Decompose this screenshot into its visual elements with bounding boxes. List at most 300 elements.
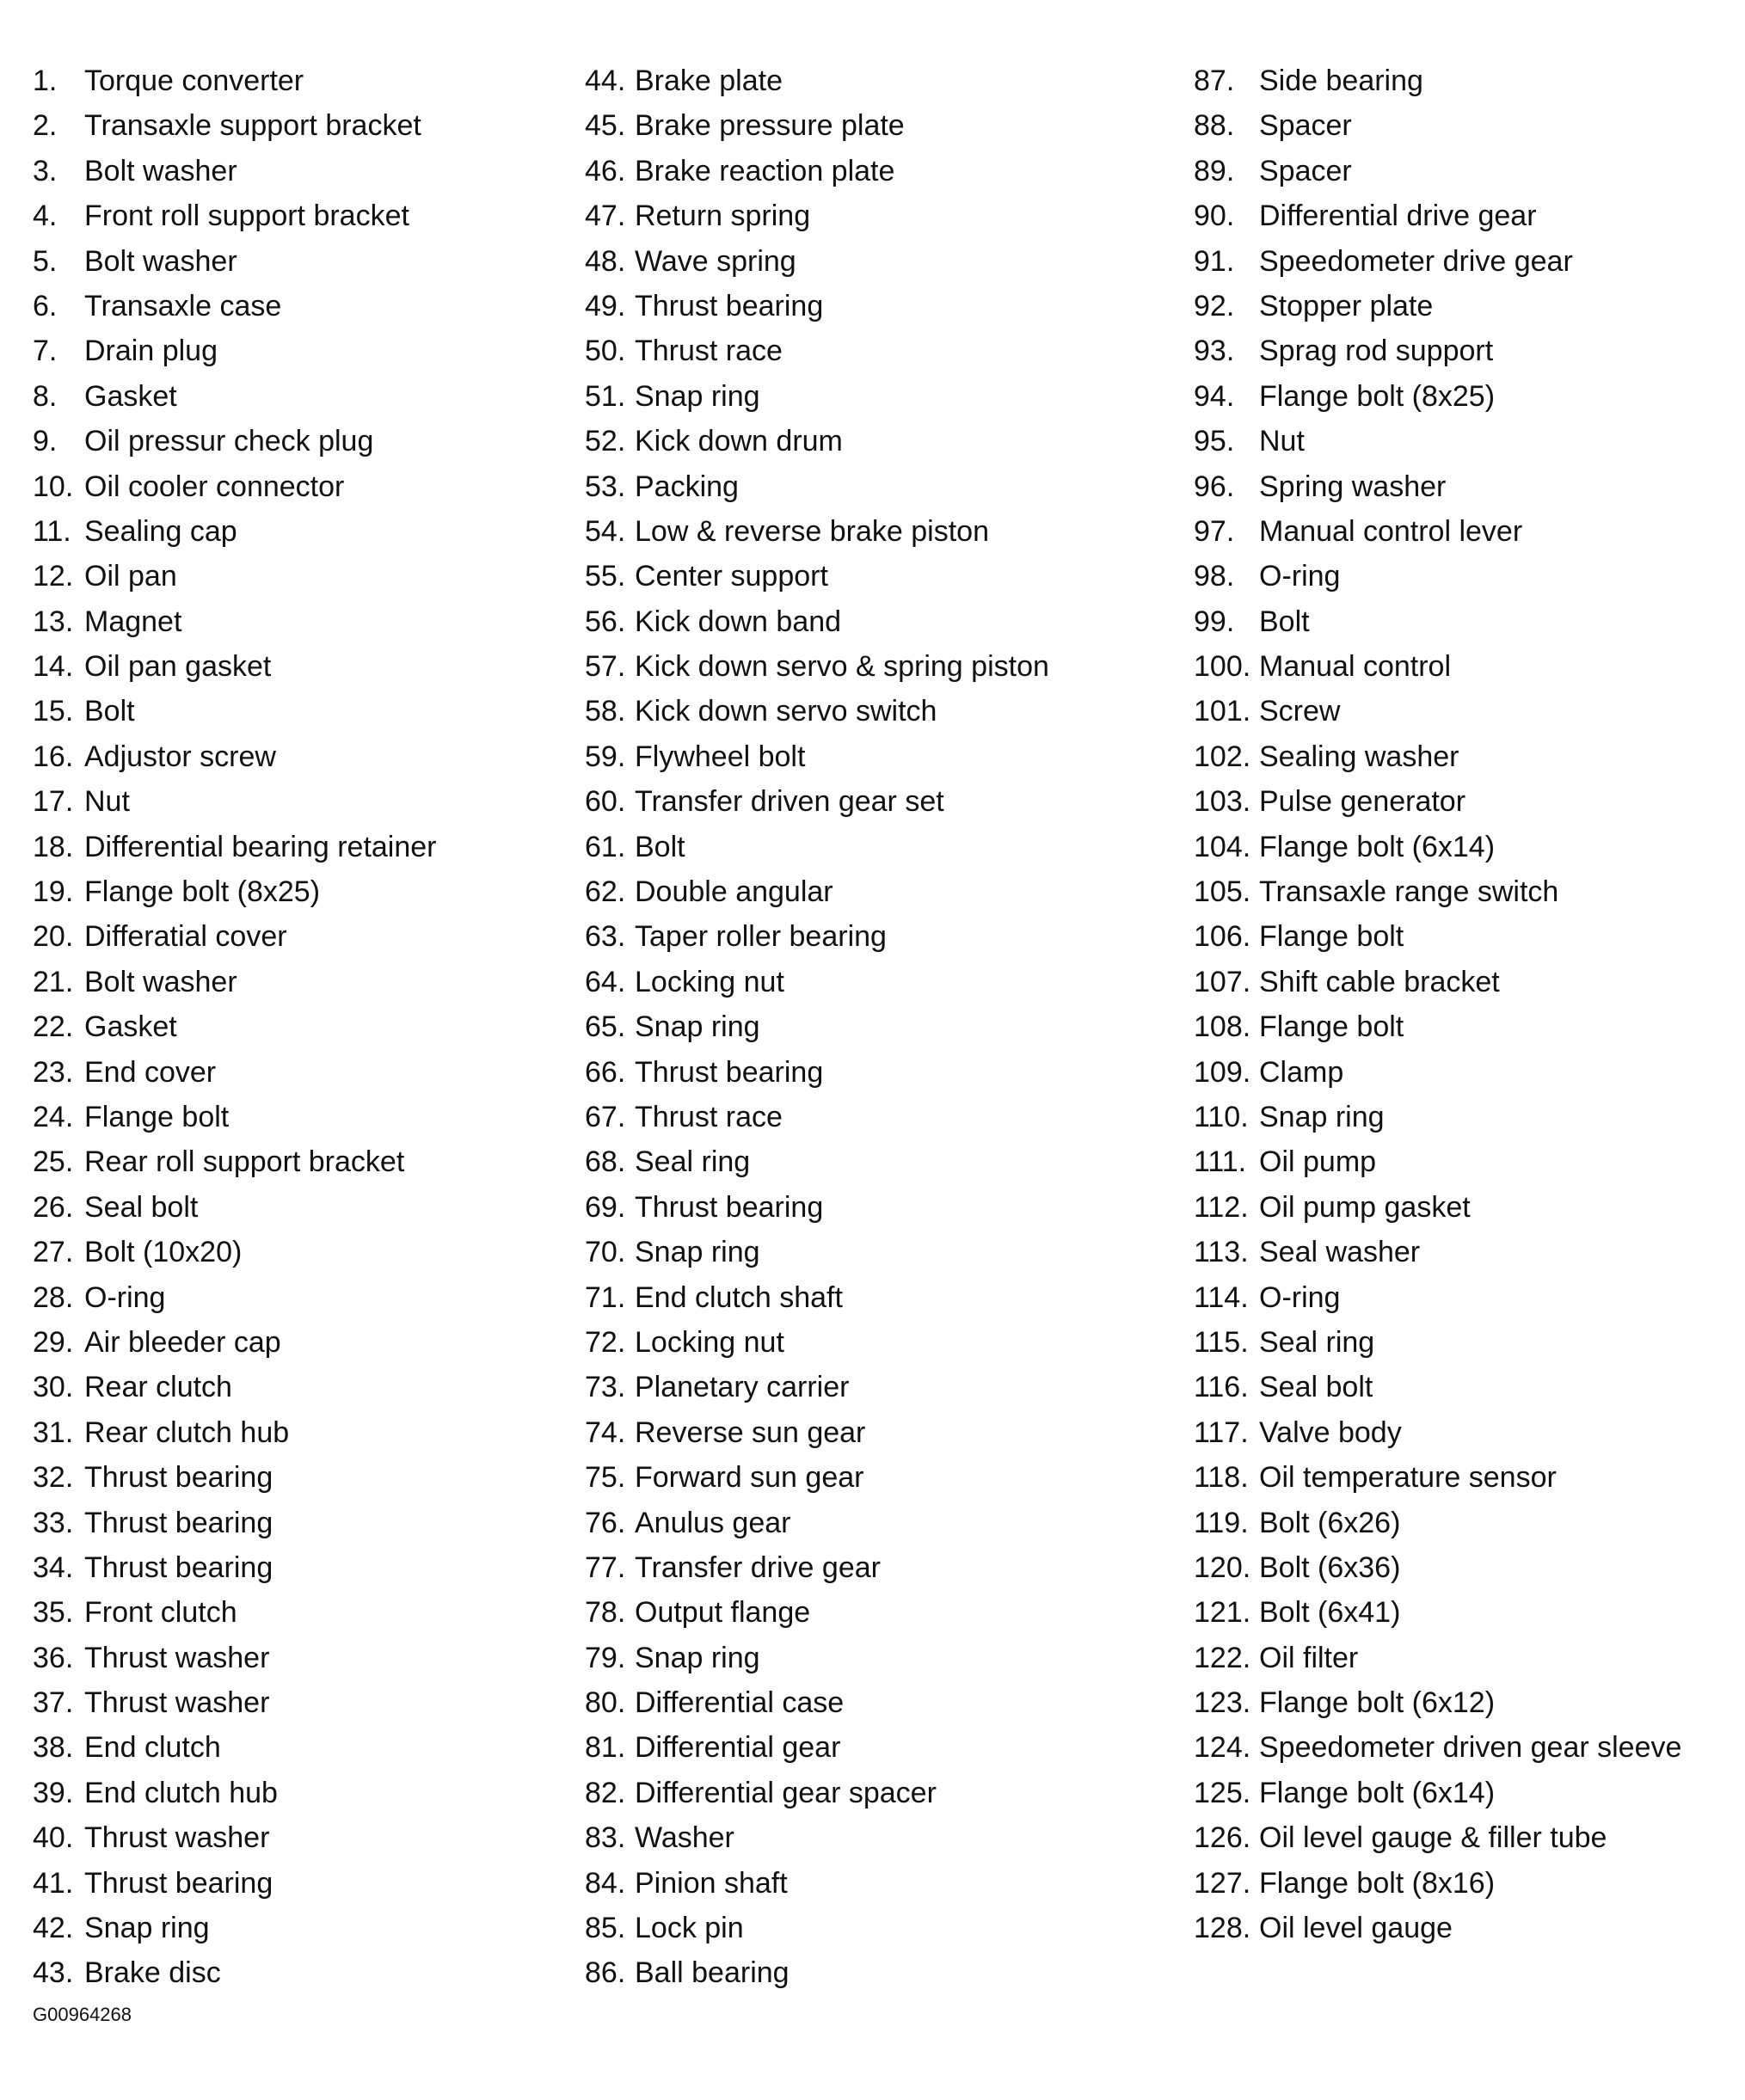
item-number: 74. [585,1415,626,1449]
item-name: Seal ring [1259,1325,1375,1359]
list-item [33,1725,583,1770]
list-item [585,1139,1187,1184]
item-name: Brake pressure plate [635,109,905,143]
list-item [33,1950,583,1995]
list-item [585,1906,1187,1950]
list-item [585,374,1187,419]
item-name: Front clutch [84,1596,237,1630]
list-item [33,599,583,644]
list-item [1194,1185,1744,1230]
item-number: 24. [33,1100,74,1133]
item-name: Bolt [84,695,135,728]
list-item [585,1410,1187,1455]
item-name: Transaxle range switch [1259,875,1559,909]
item-name: Spacer [1259,109,1352,143]
item-number: 34. [33,1550,74,1584]
item-number: 65. [585,1010,626,1044]
list-item [585,284,1187,329]
item-name: Output flange [635,1596,811,1630]
item-number: 5. [33,244,58,278]
list-item [33,554,583,599]
item-number: 88. [1194,109,1235,143]
list-item [1194,103,1744,148]
item-number: 71. [585,1280,626,1314]
item-number: 95. [1194,425,1235,458]
list-item [33,1545,583,1590]
item-name: End clutch shaft [635,1280,843,1314]
list-item [1194,1501,1744,1545]
item-number: 26. [33,1190,74,1224]
list-item [33,193,583,238]
item-name: Brake disc [84,1956,221,1990]
item-name: Seal bolt [1259,1371,1373,1404]
item-number: 105. [1194,875,1251,909]
list-item [1194,960,1744,1004]
item-number: 125. [1194,1776,1251,1809]
list-item [1194,284,1744,329]
item-number: 32. [33,1461,74,1495]
list-item [33,1815,583,1860]
item-name: Thrust washer [84,1821,270,1855]
item-name: Oil pan [84,560,177,593]
item-name: Thrust washer [84,1641,270,1674]
item-name: Adjustor screw [84,740,276,773]
item-number: 64. [585,965,626,998]
list-item [585,239,1187,284]
item-name: Bolt washer [84,965,237,998]
item-name: Differatial cover [84,920,287,954]
list-item [1194,825,1744,869]
item-name: Spring washer [1259,470,1447,503]
item-name: Bolt washer [84,244,237,278]
parts-column-1 [33,58,583,1996]
list-item [33,464,583,509]
list-item [33,239,583,284]
item-number: 15. [33,695,74,728]
item-number: 128. [1194,1912,1251,1945]
list-item [585,599,1187,644]
item-name: Flange bolt [1259,1010,1404,1044]
item-name: Thrust bearing [84,1461,273,1495]
list-item [1194,1050,1744,1095]
list-item [1194,869,1744,914]
item-name: Flange bolt (8x25) [84,875,321,909]
list-item [1194,1680,1744,1725]
item-number: 28. [33,1280,74,1314]
item-number: 36. [33,1641,74,1674]
list-item [33,1095,583,1139]
item-number: 16. [33,740,74,773]
list-item [1194,1230,1744,1274]
item-number: 94. [1194,379,1235,413]
item-number: 67. [585,1100,626,1133]
item-number: 52. [585,425,626,458]
list-item [1194,914,1744,959]
item-number: 116. [1194,1371,1249,1404]
item-number: 38. [33,1731,74,1765]
item-number: 99. [1194,605,1235,638]
item-number: 126. [1194,1821,1251,1855]
item-name: Thrust bearing [635,1055,824,1089]
list-item [33,1590,583,1635]
list-item [33,1004,583,1049]
list-item [585,1455,1187,1500]
item-number: 119. [1194,1506,1249,1539]
list-item [33,644,583,689]
list-item [1194,1636,1744,1680]
item-name: Front roll support bracket [84,200,409,233]
list-item [33,960,583,1004]
item-name: Thrust race [635,335,783,368]
item-number: 114. [1194,1280,1249,1314]
item-name: Transaxle support bracket [84,109,421,143]
item-name: Low & reverse brake piston [635,514,989,548]
item-name: Pulse generator [1259,785,1466,819]
item-number: 10. [33,470,74,503]
item-number: 110. [1194,1100,1249,1133]
item-name: Screw [1259,695,1341,728]
item-name: Thrust race [635,1100,783,1133]
list-item [1194,1725,1744,1770]
item-name: Washer [635,1821,734,1855]
item-name: Manual control lever [1259,514,1523,548]
list-item [585,464,1187,509]
item-number: 54. [585,514,626,548]
list-item [1194,1139,1744,1184]
list-item [1194,329,1744,373]
item-name: Pinion shaft [635,1866,788,1900]
item-name: Oil level gauge & filler tube [1259,1821,1607,1855]
list-item [1194,1365,1744,1409]
item-name: Oil filter [1259,1641,1359,1674]
item-name: Reverse sun gear [635,1415,866,1449]
item-name: Snap ring [635,1236,760,1269]
item-number: 115. [1194,1325,1249,1359]
item-number: 17. [33,785,74,819]
item-name: Center support [635,560,828,593]
list-item [585,825,1187,869]
list-item [1194,1771,1744,1815]
list-item [33,1771,583,1815]
item-number: 33. [33,1506,74,1539]
item-name: Transfer driven gear set [635,785,944,819]
item-name: Locking nut [635,965,784,998]
item-name: Ball bearing [635,1956,790,1990]
item-name: Shift cable bracket [1259,965,1500,998]
item-name: Flange bolt (8x16) [1259,1866,1496,1900]
item-number: 85. [585,1912,626,1945]
item-name: Flange bolt (6x12) [1259,1686,1496,1720]
list-item [1194,1410,1744,1455]
list-item [585,960,1187,1004]
item-number: 37. [33,1686,74,1720]
item-name: Seal ring [635,1145,751,1179]
item-number: 25. [33,1145,74,1179]
item-number: 45. [585,109,626,143]
list-item [1194,193,1744,238]
item-name: O-ring [1259,560,1341,593]
parts-column-3 [1194,58,1744,1950]
parts-column-2 [585,58,1187,1996]
item-name: Transaxle case [84,289,282,322]
item-number: 117. [1194,1415,1249,1449]
list-item [33,1636,583,1680]
item-number: 87. [1194,64,1235,97]
item-number: 90. [1194,200,1235,233]
item-number: 27. [33,1236,74,1269]
item-number: 60. [585,785,626,819]
item-name: Oil pump [1259,1145,1377,1179]
item-name: Rear roll support bracket [84,1145,405,1179]
item-name: Brake plate [635,64,783,97]
list-item [585,103,1187,148]
list-item [33,825,583,869]
item-name: Nut [84,785,130,819]
item-name: Magnet [84,605,182,638]
list-item [1194,1455,1744,1500]
list-item [33,284,583,329]
item-number: 23. [33,1055,74,1089]
list-item [1194,464,1744,509]
list-item [585,329,1187,373]
item-name: End clutch hub [84,1776,278,1809]
item-number: 81. [585,1731,626,1765]
item-number: 118. [1194,1461,1249,1495]
list-item [33,734,583,779]
item-number: 56. [585,605,626,638]
item-name: Gasket [84,379,177,413]
list-item [33,1365,583,1409]
item-number: 97. [1194,514,1235,548]
item-number: 22. [33,1010,74,1044]
item-name: Sealing washer [1259,740,1459,773]
list-item [1194,1095,1744,1139]
item-number: 19. [33,875,74,909]
item-name: Bolt (6x26) [1259,1506,1401,1539]
item-name: Seal bolt [84,1190,199,1224]
item-number: 11. [33,514,71,548]
list-item [585,1725,1187,1770]
item-name: Snap ring [635,1641,760,1674]
item-number: 100. [1194,650,1251,684]
item-number: 40. [33,1821,74,1855]
item-number: 123. [1194,1686,1251,1720]
item-name: Kick down servo switch [635,695,937,728]
item-number: 75. [585,1461,626,1495]
list-item [1194,149,1744,193]
list-item [585,1275,1187,1320]
item-name: End cover [84,1055,217,1089]
item-name: Oil cooler connector [84,470,345,503]
item-name: Oil pressur check plug [84,425,374,458]
list-item [1194,1275,1744,1320]
item-name: Gasket [84,1010,177,1044]
list-item [1194,689,1744,734]
item-name: Clamp [1259,1055,1344,1089]
item-number: 62. [585,875,626,909]
item-number: 2. [33,109,58,143]
item-name: Thrust bearing [84,1550,273,1584]
list-item [585,1950,1187,1995]
item-name: Snap ring [635,1010,760,1044]
list-item [1194,1861,1744,1906]
list-item [33,329,583,373]
list-item [33,58,583,103]
item-name: Thrust bearing [635,1190,824,1224]
list-item [585,869,1187,914]
list-item [1194,1906,1744,1950]
list-item [585,1095,1187,1139]
list-item [585,1185,1187,1230]
item-name: Bolt washer [84,154,237,187]
list-item [1194,374,1744,419]
item-name: Flange bolt [84,1100,230,1133]
item-name: Flange bolt [1259,920,1404,954]
list-item [33,419,583,464]
item-name: Nut [1259,425,1305,458]
item-name: O-ring [1259,1280,1341,1314]
item-number: 3. [33,154,58,187]
list-item [33,1320,583,1365]
item-number: 86. [585,1956,626,1990]
item-name: Kick down servo & spring piston [635,650,1049,684]
item-number: 61. [585,830,626,863]
item-number: 122. [1194,1641,1251,1674]
list-item [1194,1545,1744,1590]
list-item [1194,779,1744,824]
list-item [33,1139,583,1184]
item-name: Manual control [1259,650,1452,684]
list-item [585,419,1187,464]
item-name: Taper roller bearing [635,920,887,954]
item-name: Flange bolt (8x25) [1259,379,1496,413]
item-name: Thrust bearing [635,289,824,322]
item-number: 21. [33,965,74,998]
item-name: End clutch [84,1731,221,1765]
item-name: Differential drive gear [1259,200,1537,233]
item-name: Stopper plate [1259,289,1434,322]
list-item [1194,58,1744,103]
list-item [585,1230,1187,1274]
list-item [33,1050,583,1095]
item-name: Differential gear spacer [635,1776,937,1809]
item-number: 66. [585,1055,626,1089]
item-number: 44. [585,64,626,97]
item-number: 113. [1194,1236,1249,1269]
figure-code: G00964268 [33,2004,132,2025]
item-name: Side bearing [1259,64,1423,97]
item-number: 35. [33,1596,74,1630]
item-number: 92. [1194,289,1235,322]
list-item [33,1680,583,1725]
item-number: 53. [585,470,626,503]
item-number: 77. [585,1550,626,1584]
item-number: 103. [1194,785,1251,819]
list-item [585,193,1187,238]
item-number: 59. [585,740,626,773]
item-number: 14. [33,650,74,684]
list-item [585,1320,1187,1365]
item-name: Thrust washer [84,1686,270,1720]
item-name: Oil temperature sensor [1259,1461,1557,1495]
list-item [1194,644,1744,689]
item-number: 51. [585,379,626,413]
item-name: Forward sun gear [635,1461,864,1495]
item-number: 57. [585,650,626,684]
item-name: Double angular [635,875,833,909]
item-number: 55. [585,560,626,593]
list-item [585,554,1187,599]
item-number: 121. [1194,1596,1251,1630]
list-item [1194,599,1744,644]
item-name: Seal washer [1259,1236,1421,1269]
item-name: Packing [635,470,739,503]
list-item [33,1501,583,1545]
item-number: 31. [33,1415,74,1449]
list-item [585,1815,1187,1860]
list-item [1194,419,1744,464]
item-number: 84. [585,1866,626,1900]
list-item [585,1861,1187,1906]
item-number: 20. [33,920,74,954]
item-name: Spacer [1259,154,1352,187]
item-name: Speedometer driven gear sleeve [1259,1731,1682,1765]
item-number: 79. [585,1641,626,1674]
item-number: 83. [585,1821,626,1855]
list-item [1194,1815,1744,1860]
item-number: 102. [1194,740,1251,773]
item-name: Lock pin [635,1912,744,1945]
list-item [33,689,583,734]
item-name: Bolt (6x41) [1259,1596,1401,1630]
item-name: Snap ring [1259,1100,1385,1133]
item-number: 96. [1194,470,1235,503]
item-number: 89. [1194,154,1235,187]
item-number: 101. [1194,695,1251,728]
list-item [33,779,583,824]
item-number: 76. [585,1506,626,1539]
list-item [33,1455,583,1500]
list-item [33,869,583,914]
item-name: Bolt [1259,605,1310,638]
list-item [1194,1320,1744,1365]
list-item [585,689,1187,734]
item-name: Rear clutch [84,1371,232,1404]
item-name: Snap ring [635,379,760,413]
list-item [585,1680,1187,1725]
list-item [585,58,1187,103]
item-number: 9. [33,425,58,458]
item-name: Rear clutch hub [84,1415,290,1449]
item-number: 68. [585,1145,626,1179]
item-name: Differential case [635,1686,845,1720]
list-item [585,914,1187,959]
item-name: Speedometer drive gear [1259,244,1573,278]
item-name: Kick down band [635,605,842,638]
item-name: Bolt [635,830,685,863]
item-name: Valve body [1259,1415,1402,1449]
list-item [585,1365,1187,1409]
list-item [585,149,1187,193]
item-name: Sealing cap [84,514,237,548]
item-name: Thrust bearing [84,1866,273,1900]
item-number: 107. [1194,965,1251,998]
item-number: 80. [585,1686,626,1720]
item-number: 12. [33,560,74,593]
item-name: Air bleeder cap [84,1325,281,1359]
item-number: 41. [33,1866,74,1900]
item-number: 43. [33,1956,74,1990]
